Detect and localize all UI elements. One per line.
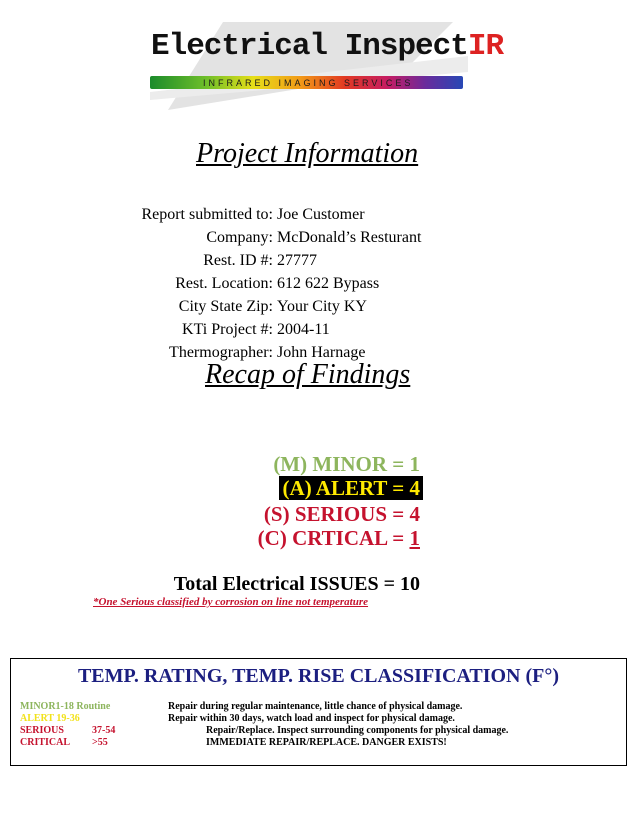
recap-critical <box>258 526 420 550</box>
legend-title: TEMP. RATING, TEMP. RISE CLASSIFICATION (F°) <box>77 665 560 687</box>
info-label: Report submitted to: <box>141 206 273 223</box>
recap-critical-value: 1 <box>409 526 420 550</box>
info-value: 612 622 Bypass <box>277 275 380 292</box>
info-label: City State Zip: <box>178 298 273 315</box>
logo-title-main: Electrical Inspect <box>151 29 468 64</box>
recap-serious: (S) SERIOUS = 4 <box>263 502 420 526</box>
info-value: 2004-11 <box>277 321 330 338</box>
legend-class: ALERT 19-36 <box>20 713 80 724</box>
info-row <box>0 272 638 295</box>
info-value: John Harnage <box>277 344 366 361</box>
info-label: Rest. ID #: <box>203 252 273 269</box>
info-label: Thermographer: <box>169 344 273 361</box>
legend-description: Repair within 30 days, watch load and inspect for physical damage. <box>168 713 455 724</box>
logo-subtitle: INFRARED IMAGING SERVICES <box>203 78 414 88</box>
recap-heading: Recap of Findings <box>205 359 411 390</box>
legend-description: Repair/Replace. Inspect surrounding components for physical damage. <box>206 725 509 736</box>
recap-critical-label: (C) CRTICAL = <box>257 526 410 550</box>
info-row <box>0 295 638 318</box>
info-label: Company: <box>206 229 273 246</box>
info-row <box>0 318 638 341</box>
total-issues: Total Electrical ISSUES = 10 <box>173 573 420 595</box>
company-logo <box>148 20 504 110</box>
info-value: McDonald’s Resturant <box>277 229 422 246</box>
legend-class: MINOR1-18 Routine <box>20 701 111 712</box>
info-label: Rest. Location: <box>175 275 273 292</box>
info-value: Joe Customer <box>277 206 365 223</box>
serious-note: *One Serious classified by corrosion on line not temperature <box>93 596 369 608</box>
project-info-table <box>0 203 638 364</box>
info-row <box>0 203 638 226</box>
legend-range: >55 <box>92 737 108 748</box>
info-row <box>0 249 638 272</box>
legend-class: CRITICAL <box>20 737 71 748</box>
legend-description: Repair during regular maintenance, little chance of physical damage. <box>168 701 463 712</box>
legend-class: SERIOUS <box>20 725 64 736</box>
logo-title <box>151 30 503 64</box>
project-info-heading: Project Information <box>196 138 419 169</box>
info-row <box>0 226 638 249</box>
info-label: KTi Project #: <box>182 321 273 338</box>
recap-alert: (A) ALERT = 4 <box>279 476 423 500</box>
classification-legend <box>10 658 627 766</box>
legend-range: 37-54 <box>92 725 116 736</box>
info-value: Your City KY <box>277 298 367 315</box>
recap-minor: (M) MINOR = 1 <box>273 452 420 476</box>
legend-description: IMMEDIATE REPAIR/REPLACE. DANGER EXISTS! <box>206 737 447 748</box>
info-value: 27777 <box>277 252 317 269</box>
logo-title-accent: IR <box>467 29 504 64</box>
